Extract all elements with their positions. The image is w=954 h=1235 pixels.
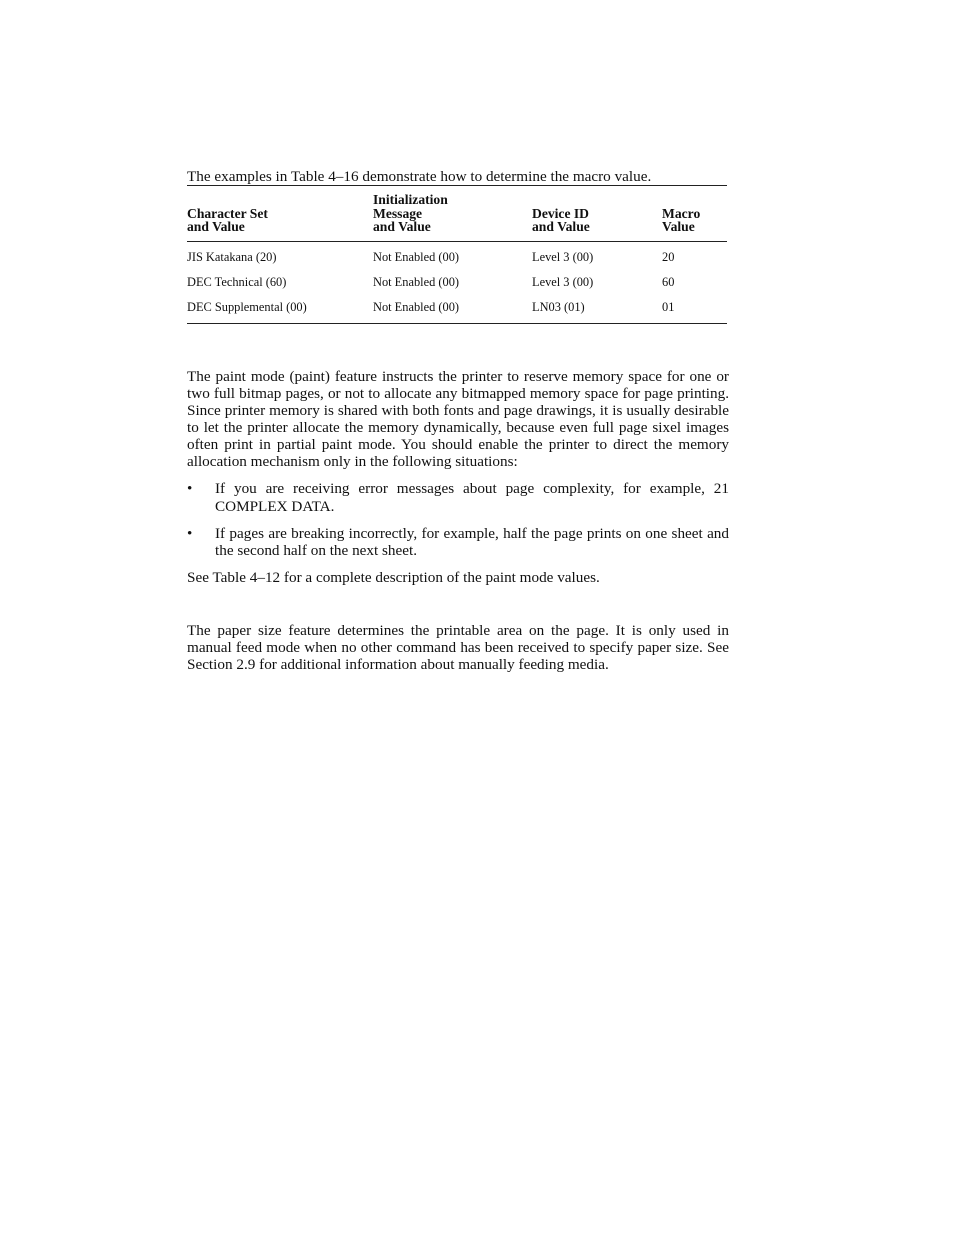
header-character-set: Character Set and Value (187, 186, 373, 242)
header-initialization-message: Initialization Message and Value (373, 186, 532, 242)
list-item-text: If you are receiving error messages about page complexity, for example, 21 COMPLEX DATA. (215, 480, 729, 515)
bullet-icon: • (187, 524, 193, 542)
paper-size-paragraph: The paper size feature determines the printable area on the page. It is only used in manual feed mode when no other command has been received to specify paper size. See Section 2.9 for additional information about manually feeding media. (187, 621, 729, 674)
see-also-paragraph: See Table 4–12 for a complete description of the paint mode values. (187, 568, 600, 586)
intro-paragraph: The examples in Table 4–16 demonstrate how to determine the macro value. (187, 168, 652, 185)
table-row (187, 241, 727, 270)
table-header-row (187, 186, 727, 242)
cell-initialization-message: Not Enabled (00) (373, 274, 460, 289)
cell-initialization-message: Not Enabled (00) (373, 249, 460, 264)
paint-mode-section (187, 368, 729, 586)
paper-size-section (187, 622, 729, 673)
macro-value-table (187, 185, 727, 324)
cell-macro-value: 60 (662, 274, 675, 289)
list-item (187, 525, 729, 559)
cell-macro-value: 01 (662, 299, 675, 314)
paint-mode-paragraph: The paint mode (paint) feature instructs the printer to reserve memory space for one or two full bitmap pages, or not to allocate any bitmapped memory space for page printing. Since printer memory is shared with both fonts and page drawings, it is usually desirable to let the printer allocate the memory dynamically, because even full page sixel images often print in partial paint mode. You should enable the printer to direct the memory allocation mechanism only in the following situations: (187, 367, 729, 471)
cell-initialization-message: Not Enabled (00) (373, 299, 460, 314)
header-macro-value: Macro Value (662, 186, 727, 242)
table-row (187, 270, 727, 295)
situation-list (187, 480, 729, 558)
cell-device-id: Level 3 (00) (532, 274, 594, 289)
cell-device-id: LN03 (01) (532, 299, 585, 314)
bullet-icon: • (187, 480, 193, 498)
header-device-id: Device ID and Value (532, 186, 662, 242)
cell-character-set: DEC Supplemental (00) (187, 299, 307, 314)
list-item (187, 480, 729, 514)
table-row (187, 295, 727, 324)
cell-device-id: Level 3 (00) (532, 249, 594, 264)
cell-character-set: JIS Katakana (20) (187, 249, 277, 264)
cell-macro-value: 20 (662, 249, 675, 264)
page-content (187, 168, 729, 673)
list-item-text: If pages are breaking incorrectly, for example, half the page prints on one sheet and the second half on the next sheet. (215, 524, 729, 559)
cell-character-set: DEC Technical (60) (187, 274, 287, 289)
